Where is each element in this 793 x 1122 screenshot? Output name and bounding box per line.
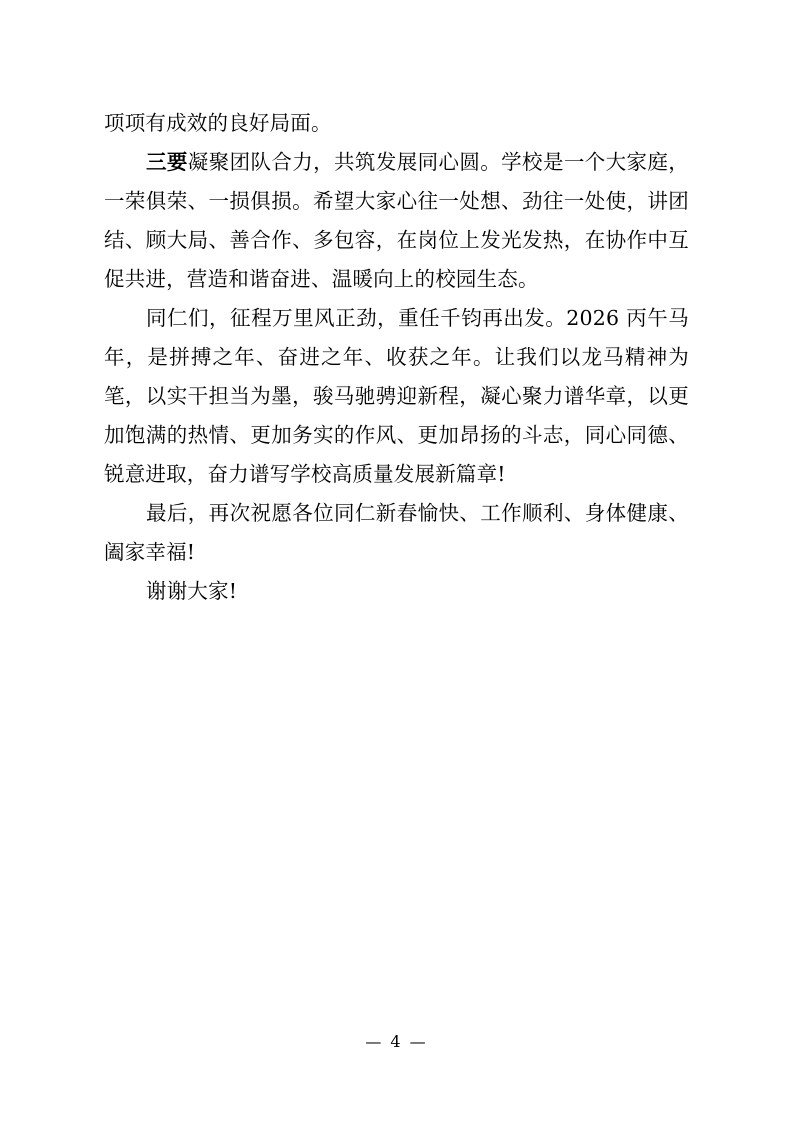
paragraph xyxy=(104,299,689,494)
page-number-footer: — 4 — xyxy=(365,1032,428,1051)
document-body xyxy=(104,104,689,611)
paragraph-text: 同仁们，征程万里风正劲，重任千钧再出发。2026 丙午马年，是拼搏之年、奋进之年、收获之年。让我们以龙马精神为笔，以实干担当为墨，骏马驰骋迎新程，凝心聚力谱华章，以更加饱满的热情、更加务实的作风、更加昂扬的斗志，同心同德、锐意进取，奋力谱写学校高质量发展新篇章! xyxy=(104,306,689,486)
paragraph-text: 谢谢大家! xyxy=(146,579,238,603)
paragraph-lead: 三要 xyxy=(146,150,188,174)
paragraph-text: 凝聚团队合力，共筑发展同心圆。学校是一个大家庭，一荣俱荣、一损俱损。希望大家心往一处想、劲往一处使，讲团结、顾大局、善合作、多包容，在岗位上发光发热，在协作中互促共进，营造和谐奋进、温暖向上的校园生态。 xyxy=(104,150,689,291)
paragraph xyxy=(104,143,689,299)
paragraph xyxy=(104,494,689,572)
paragraph-text: 项项有成效的良好局面。 xyxy=(104,111,332,135)
paragraph-text: 最后，再次祝愿各位同仁新春愉快、工作顺利、身体健康、阖家幸福! xyxy=(104,501,689,564)
paragraph xyxy=(104,104,689,143)
paragraph xyxy=(104,572,689,611)
